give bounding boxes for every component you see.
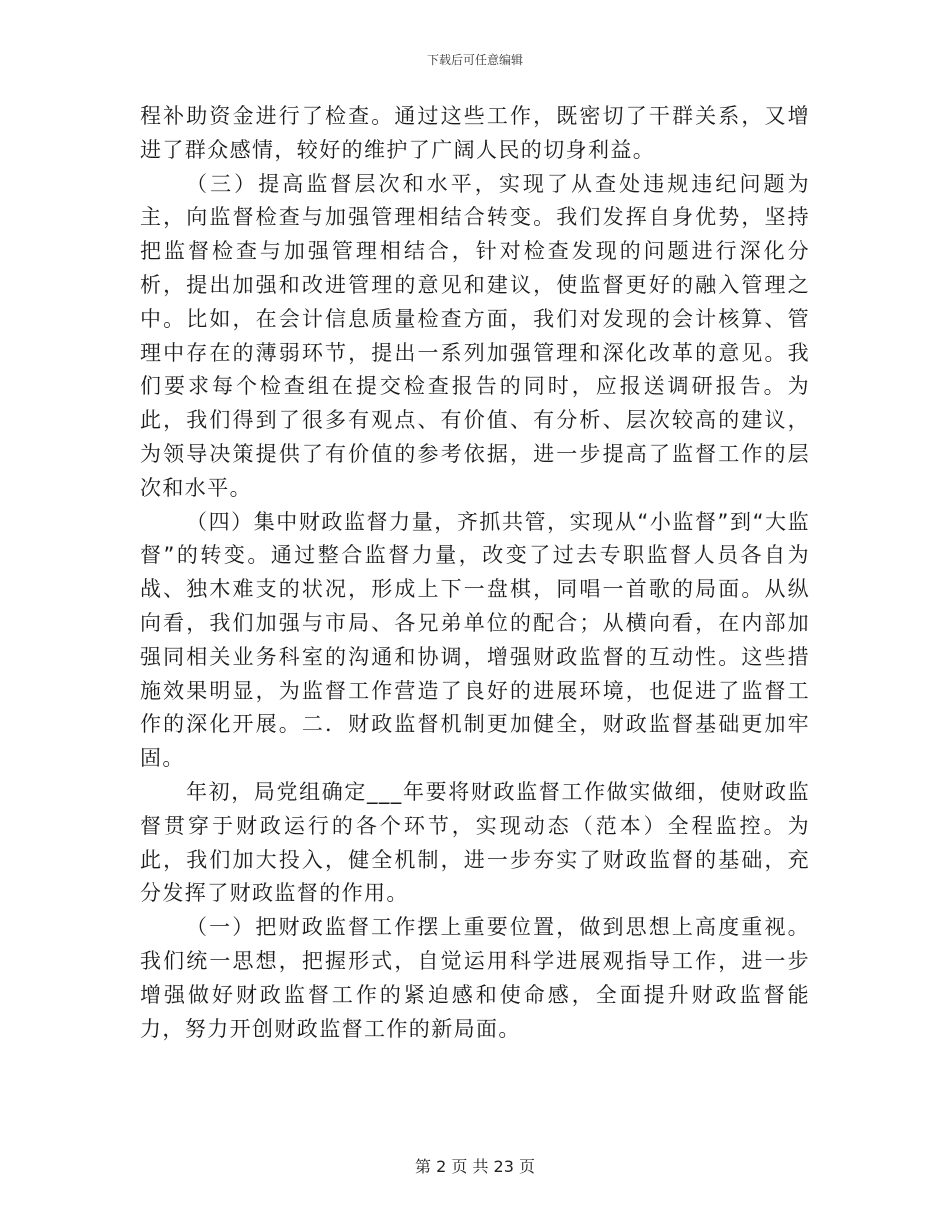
page-header-note: 下载后可任意编辑	[426, 53, 523, 67]
paragraph-year-start: 年初，局党组确定___年要将财政监督工作做实做细，使财政监督贯穿于财政运行的各个环节，实现动态（范本）全程监控。为此，我们加大投入，健全机制，进一步夯实了财政监督的基础，充分发挥了财政监督的作用。	[140, 779, 810, 906]
paragraph-section-four: （四）集中财政监督力量，齐抓共管，实现从“小监督”到“大监督”的转变。通过整合监督力量，改变了过去专职监督人员各自为战、独木难支的状况，形成上下一盘棋，同唱一首歌的局面。从纵向看，我们加强与市局、各兄弟单位的配合；从横向看，在内部加强同相关业务科室的沟通和协调，增强财政监督的互动性。这些措施效果明显，为监督工作营造了良好的进展环境，也促进了监督工作的深化开展。二．财政监督机制更加健全，财政监督基础更加牢固。	[140, 509, 810, 771]
page-number: 第 2 页 共 23 页	[415, 1157, 535, 1176]
paragraph-continued: 程补助资金进行了检查。通过这些工作，既密切了干群关系，又增进了群众感情，较好的维护了广阔人民的切身利益。	[140, 104, 810, 162]
paragraph-section-one: （一）把财政监督工作摆上重要位置，做到思想上高度重视。我们统一思想，把握形式，自觉运用科学进展观指导工作，进一步增强做好财政监督工作的紧迫感和使命感，全面提升财政监督能力，努力开创财政监督工作的新局面。	[140, 915, 810, 1041]
document-body	[140, 100, 810, 1046]
paragraph-section-three: （三）提高监督层次和水平，实现了从查处违规违纪问题为主，向监督检查与加强管理相结合转变。我们发挥自身优势，坚持把监督检查与加强管理相结合，针对检查发现的问题进行深化分析，提出加强和改进管理的意见和建议，使监督更好的融入管理之中。比如，在会计信息质量检查方面，我们对发现的会计核算、管理中存在的薄弱环节，提出一系列加强管理和深化改革的意见。我们要求每个检查组在提交检查报告的同时，应报送调研报告。为此，我们得到了很多有观点、有价值、有分析、层次较高的建议，为领导决策提供了有价值的参考依据，进一步提高了监督工作的层次和水平。	[140, 171, 810, 500]
